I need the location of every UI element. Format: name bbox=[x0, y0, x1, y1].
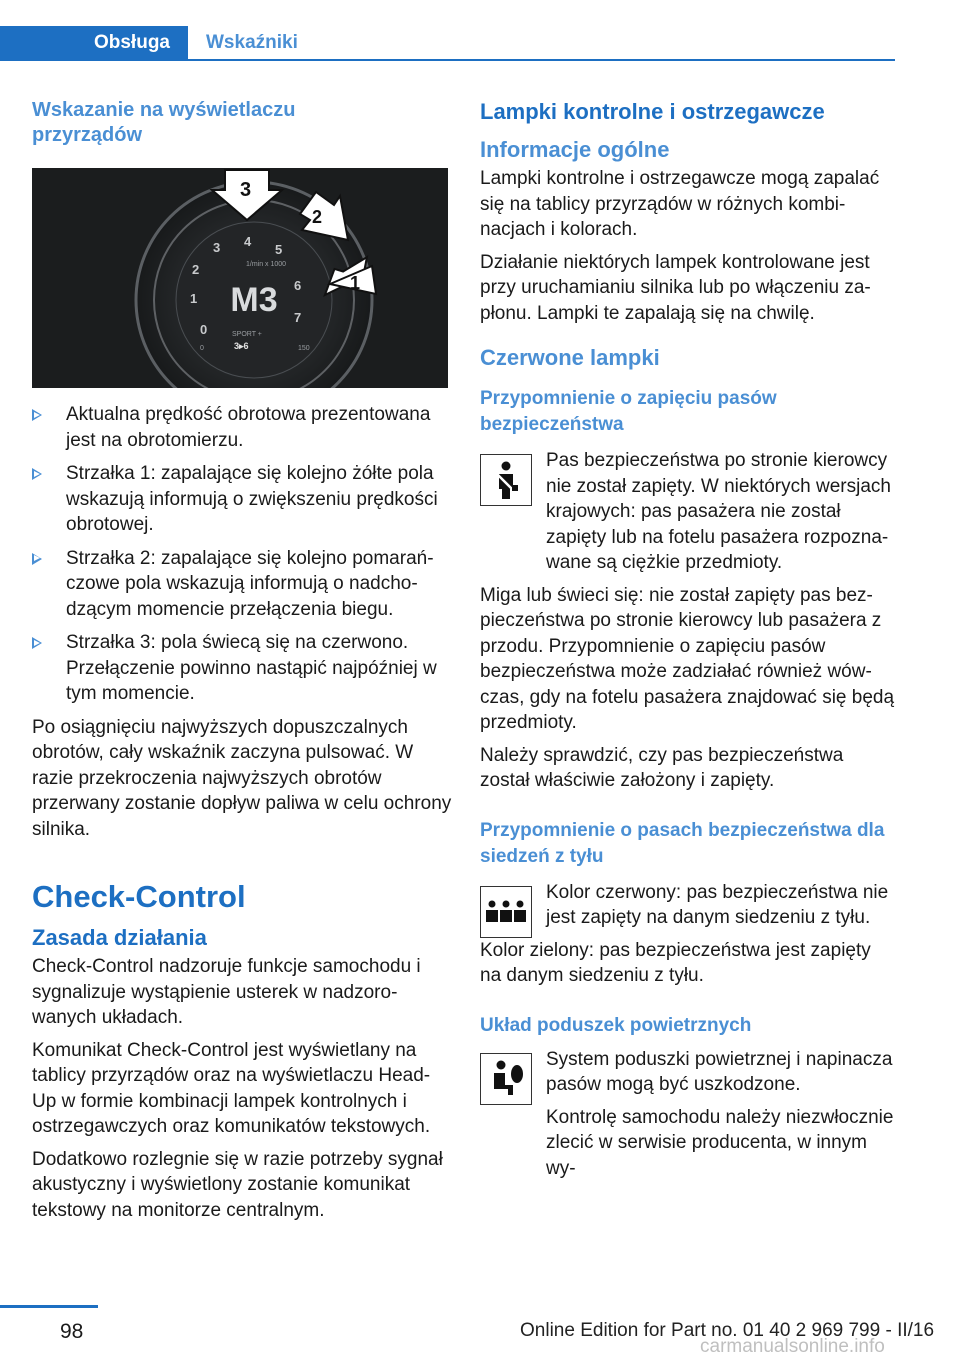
right-column bbox=[480, 98, 896, 1181]
instrument-cluster-figure bbox=[32, 168, 448, 388]
watermark: carmanualsonline.info bbox=[700, 1336, 885, 1357]
list-item: Strzałka 3: pola świecą się na czerwono. Przełączenie powinno nastąpić najpóźniej w tym momencie. bbox=[32, 630, 452, 707]
paragraph: Pas bezpieczeństwa po stronie kierowcy nie został zapięty. W niektórych wersjach krajowych: pas pasażera nie został zapięty lub na fotelu pasażera rozpoznawane są ciężkie przedmioty. bbox=[546, 450, 891, 573]
seatbelt-icon bbox=[480, 454, 532, 506]
triangle-bullet-icon bbox=[32, 637, 42, 649]
speed-max: 150 bbox=[298, 345, 310, 352]
tick-6: 6 bbox=[294, 278, 302, 293]
bullet-list bbox=[32, 402, 452, 707]
tick-7: 7 bbox=[294, 310, 302, 325]
gear-label: 3▸6 bbox=[234, 341, 249, 351]
left-column bbox=[32, 98, 452, 1223]
tick-4: 4 bbox=[244, 234, 252, 249]
tachometer-illustration bbox=[32, 168, 448, 388]
chapter-tabs bbox=[0, 26, 316, 60]
tab-obsluga[interactable]: Obsługa bbox=[0, 26, 188, 60]
triangle-bullet-icon bbox=[32, 553, 42, 565]
section-title-display: Wskazanie na wyświetlaczu przyrządów bbox=[32, 99, 296, 146]
paragraph: Miga lub świeci się: nie został zapięty pas bezpieczeństwa po stronie kierowcy lub pasażera z przodu. Przypomnienie o zapięciu pasów bezpieczeństwa może zadziałać również wówczas, gdy na fotelu pasażera znajdować się będą przedmioty. bbox=[480, 584, 895, 733]
airbag-icon bbox=[480, 1053, 532, 1105]
paragraph: Dodatkowo rozlegnie się w razie potrzeby sygnał akustyczny i wyświetlony zostanie komunikat tekstowy na monitorze centralnym. bbox=[32, 1148, 443, 1221]
triangle-bullet-icon bbox=[32, 409, 42, 421]
paragraph: Kolor zielony: pas bezpieczeństwa jest zapięty na danym siedzeniu z tyłu. bbox=[480, 939, 871, 986]
paragraph: Komunikat Check-Control jest wyświetlany na tablicy przyrządów oraz na wyświetlaczu Head-Up w formie kombinacji lampek kontrolnych i ostrzegawczych oraz komunikatów tekstowych. bbox=[32, 1039, 431, 1137]
paragraph: Działanie niektórych lampek kontrolowane jest przy uruchamianiu silnika lub po włączeniu zapłonu. Lampki te zapalają się na chwilę. bbox=[480, 251, 871, 324]
paragraph: Lampki kontrolne i ostrzegawcze mogą zapalać się na tablicy przyrządów w różnych kombinacjach i kolorach. bbox=[480, 168, 880, 240]
paragraph: Kolor czerwony: pas bezpieczeństwa nie jest zapięty na danym siedzeniu z tyłu. bbox=[546, 881, 889, 928]
edition-note: Online Edition for Part no. 01 40 2 969 799 - II/16 bbox=[520, 1320, 935, 1341]
footer-rule bbox=[0, 1305, 98, 1308]
paragraph: System poduszki powietrznej i napinacza pasów mogą być uszkodzone. bbox=[546, 1048, 893, 1095]
list-item: Strzałka 2: zapalające się kolejno pomarańczowe pola wskazują informują o nadchodzącym momencie przełączenia biegu. bbox=[32, 546, 452, 623]
paragraph: Check-Control nadzoruje funkcje samochodu i sygnalizuje wystąpienie usterek w nadzorowanych układach. bbox=[32, 956, 421, 1028]
info-title: Informacje ogólne bbox=[480, 137, 670, 162]
paragraph: Kontrolę samochodu należy niezwłocznie zlecić w serwisie producenta, w innym wy- bbox=[546, 1106, 894, 1179]
paragraph: Należy sprawdzić, czy pas bezpieczeństwa został właściwie założony i zapięty. bbox=[480, 744, 844, 791]
sport-label: SPORT + bbox=[232, 331, 262, 338]
tick-0: 0 bbox=[200, 322, 208, 337]
red-lamps-title: Czerwone lampki bbox=[480, 345, 660, 370]
paragraph: Po osiągnięciu najwyższych dopuszczalnych obrotów, cały wskaźnik zaczyna pulsować. W razie przekroczenia najwyższych obrotów przerwany zostanie dopływ paliwa w celu ochrony silnika. bbox=[32, 716, 452, 840]
tick-5: 5 bbox=[275, 242, 283, 257]
tick-3: 3 bbox=[213, 240, 221, 255]
tick-1: 1 bbox=[190, 291, 198, 306]
rear-seatbelt-icon bbox=[480, 886, 532, 938]
list-item: Aktualna prędkość obrotowa prezentowana jest na obrotomierzu. bbox=[32, 402, 452, 453]
lamps-title: Lampki kontrolne i ostrzegawcze bbox=[480, 99, 825, 124]
speed-min: 0 bbox=[200, 345, 204, 352]
belt-block bbox=[480, 448, 896, 576]
belt-reminder-title: Przypomnienie o zapięciu pasów bezpieczeństwa bbox=[480, 388, 777, 435]
arrow-2-label: 2 bbox=[312, 207, 323, 227]
rear-belt-title: Przypomnienie o pasach bezpieczeństwa dla siedzeń z tyłu bbox=[480, 819, 885, 867]
header-rule bbox=[0, 59, 895, 61]
airbag-title: Układ poduszek powietrznych bbox=[480, 1014, 752, 1036]
tab-wskazniki[interactable]: Wskaźniki bbox=[206, 32, 298, 53]
gauge-m3-text: M3 bbox=[230, 281, 278, 319]
list-item: Strzałka 1: zapalające się kolejno żółte pola wskazują informują o zwiększeniu prędkości obrotowej. bbox=[32, 461, 452, 538]
arrow-3-label: 3 bbox=[240, 179, 252, 201]
principle-title: Zasada działania bbox=[32, 925, 207, 950]
triangle-bullet-icon bbox=[32, 468, 42, 480]
check-control-title: Check-Control bbox=[32, 879, 246, 914]
page-number: 98 bbox=[60, 1320, 84, 1343]
arrow-1-label: 1 bbox=[350, 273, 361, 293]
tick-2: 2 bbox=[192, 262, 200, 277]
rpm-label: 1/min x 1000 bbox=[246, 261, 287, 268]
